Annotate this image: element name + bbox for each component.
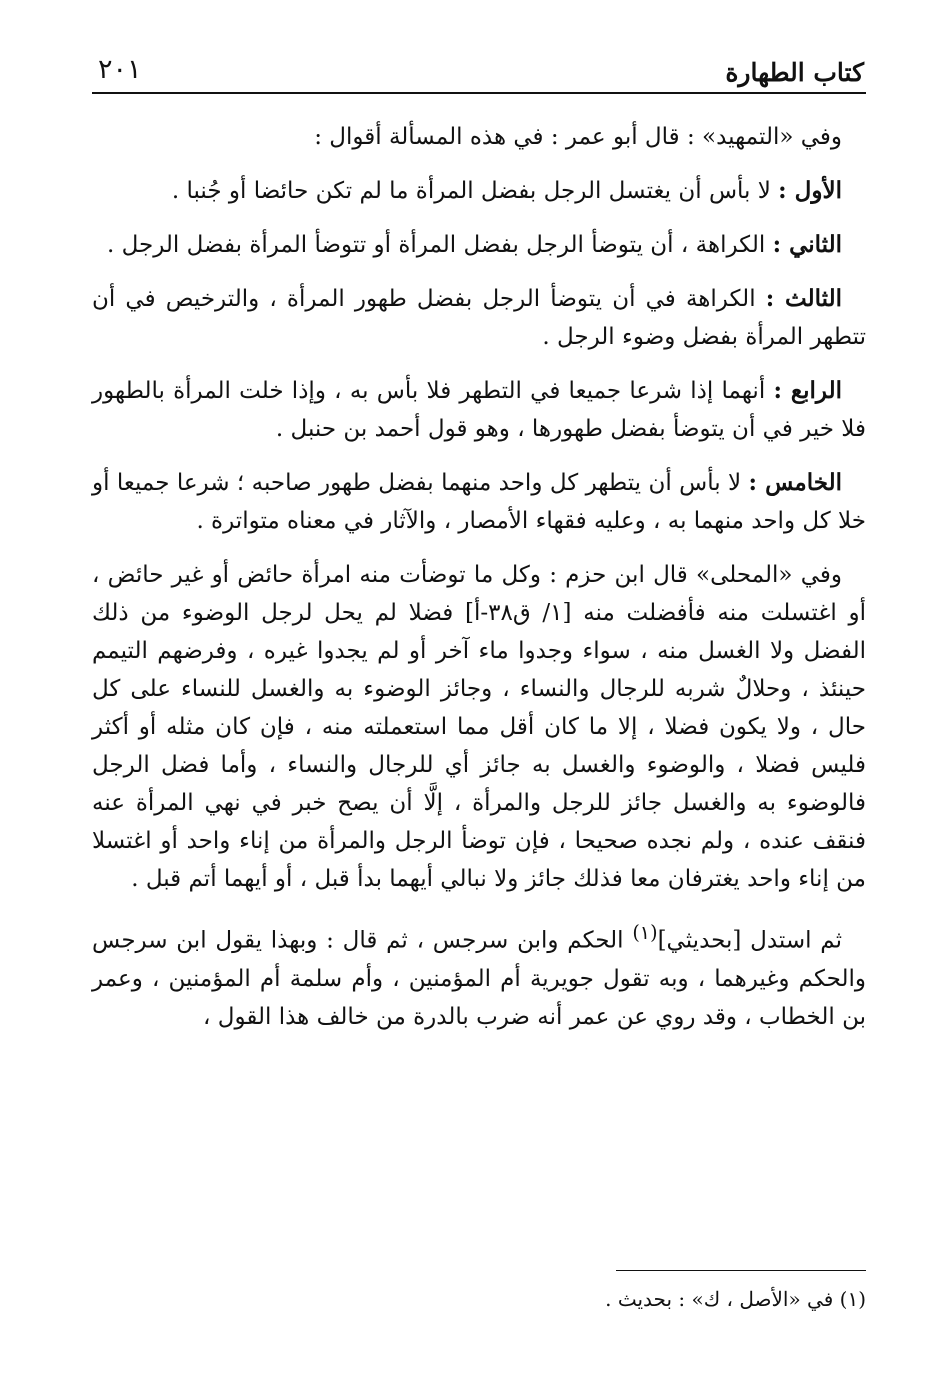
opinion-term: الأول : <box>778 177 842 204</box>
footnote-divider <box>616 1270 866 1271</box>
paragraph-fifth-opinion <box>92 464 866 540</box>
paragraph-text: وفي «التمهيد» : قال أبو عمر : في هذه المسألة أقوال : <box>314 124 842 150</box>
paragraph-third-opinion <box>92 280 866 356</box>
footnote: (١) في «الأصل ، ك» : بحديث . <box>605 1287 866 1311</box>
opinion-term: الخامس : <box>748 469 842 496</box>
opinion-term: الرابع : <box>773 377 842 404</box>
opinion-term: الثاني : <box>772 231 842 258</box>
book-page <box>92 40 866 1340</box>
running-title: كتاب الطهارة <box>725 58 864 87</box>
paragraph-muhalla <box>92 556 866 898</box>
paragraph-second-opinion <box>92 226 866 264</box>
footnote-reference[interactable]: (١) <box>632 921 658 944</box>
paragraph-text: ثم استدل [بحديثي] <box>657 927 843 954</box>
paragraph-text: لا بأس أن يغتسل الرجل بفضل المرأة ما لم تكن حائضا أو جُنبا . <box>171 178 771 204</box>
paragraph-text: أنهما إذا شرعا جميعا في التطهر فلا بأس به ، وإذا خلت المرأة بالطهور فلا خير في أن يتوضأ بفضل طهورها ، وهو قول أحمد بن حنبل . <box>92 378 866 442</box>
paragraph-fourth-opinion <box>92 372 866 448</box>
paragraph-text: لا بأس أن يتطهر كل واحد منهما بفضل طهور صاحبه ؛ شرعا جميعا أو خلا كل واحد منهما به ، وعليه فقهاء الأمصار ، والآثار في معناه متواترة . <box>92 470 866 534</box>
paragraph-tamhid <box>92 118 866 156</box>
paragraph-text: الكراهة ، أن يتوضأ الرجل بفضل المرأة أو تتوضأ المرأة بفضل الرجل . <box>106 232 766 258</box>
paragraph-text: الحكم وابن سرجس ، ثم قال : وبهذا يقول ابن سرجس والحكم وغيرهما ، وبه تقول جويرية أم المؤمنين ، وأم سلمة أم المؤمنين ، وعمر بن الخطاب ، وقد روي عن عمر أنه ضرب بالدرة من خالف هذا القول ، <box>92 927 866 1030</box>
opinion-term: الثالث : <box>765 285 842 312</box>
page-number: ٢٠١ <box>98 54 142 85</box>
paragraph-first-opinion <box>92 172 866 210</box>
page-body <box>92 118 866 1036</box>
page-header <box>92 40 866 94</box>
paragraph-text: وفي «المحلى» قال ابن حزم : وكل ما توضأت منه امرأة حائض أو غير حائض ، أو اغتسلت منه فأفضلت منه [١/ ق٣٨-أ] فضلا لم يحل لرجل الوضوء من ذلك الفضل ولا الغسل منه ، سواء وجدوا ماء آخر أو لم يجدوا غيره ، وفرضهم التيمم حينئذ ، وحلالٌ شربه للرجال والنساء ، وجائز الوضوء به والغسل للنساء على كل حال ، ولا يكون فضلا ، إلا ما كان أقل مما استعملته منه ، فإن كان مثله أو أكثر فليس فضلا ، والوضوء والغسل به جائز أي للرجال والنساء ، وأما فضل الرجل فالوضوء به والغسل جائز للرجل والمرأة ، إلَّا أن يصح خبر في نهي المرأة عنه فنقف عنده ، ولم نجده صحيحا ، فإن توضأ الرجل والمرأة من إناء واحد أو اغتسلا من إناء واحد يغترفان معا فذلك جائز ولا نبالي أيهما بدأ قبل ، أو أيهما أتم قبل . <box>92 562 866 892</box>
paragraph-text: الكراهة في أن يتوضأ الرجل بفضل طهور المرأة ، والترخيص في أن تتطهر المرأة بفضل وضوء الرجل . <box>92 286 866 350</box>
paragraph-istidlal <box>92 914 866 1036</box>
